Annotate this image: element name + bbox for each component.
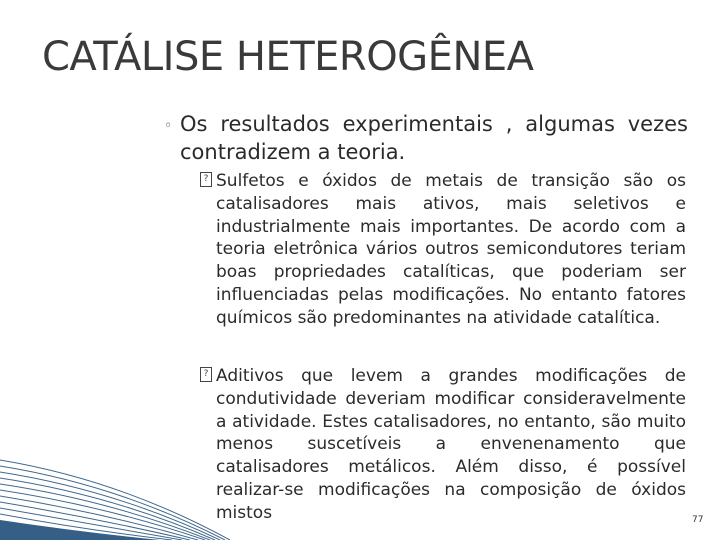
decorative-lines	[0, 440, 260, 540]
page-number: 77	[692, 515, 704, 525]
missing-glyph-icon: ?	[200, 172, 212, 187]
bullet-marker: ◦	[164, 118, 173, 134]
sub-bullet-2-text: Aditivos que levem a grandes modificações de condutividade deveriam modificar consideravelmente a atividade. Estes catalisadores, no entanto, são muito menos suscetíveis a envenenamento que catalisadores metálicos. Além disso, é possível realizar-se modificações na composição de óxidos mistos	[216, 366, 686, 523]
main-bullet	[164, 110, 688, 166]
sub-bullet-1	[203, 170, 686, 330]
sub-bullet-1-text: Sulfetos e óxidos de metais de transição são os catalisadores mais ativos, mais seletivos e industrialmente mais importantes. De acordo com a teoria eletrônica vários outros semicondutores teriam boas propriedades catalíticas, que poderiam ser influenciadas pelas modificações. No entanto fatores químicos são predominantes na atividade catalítica.	[216, 171, 686, 328]
sub-bullet-2	[203, 365, 686, 525]
main-bullet-text: Os resultados experimentais , algumas vezes contradizem a teoria.	[180, 112, 688, 164]
missing-glyph-icon: ?	[200, 367, 212, 382]
slide-title: CATÁLISE HETEROGÊNEA	[42, 34, 534, 80]
